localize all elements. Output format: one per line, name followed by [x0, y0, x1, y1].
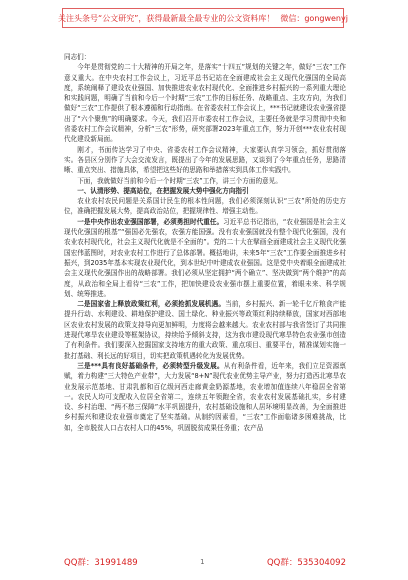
document-body [64, 52, 346, 433]
paragraph [64, 217, 346, 299]
paragraph [64, 176, 346, 186]
paragraph [64, 196, 346, 217]
page-number: 1 [200, 558, 205, 566]
paragraph-text: 下面，我就做好当前和今后一个时期“三农”工作，讲三个方面的意见。 [77, 176, 282, 185]
paragraph-text: 刚才，书面传达学习了中央、省委农村工作会议精神，大家要认真学习领会，抓好贯彻落实。各县区分别作了大会交流发言，既提出了今年的发展思路，又谈到了今年重点任务，思路清晰、重点突出、措施具体，希望把这些好的思路和举措落实到具体工作实践中。 [64, 145, 346, 175]
greeting: 同志们： [64, 53, 91, 61]
paragraph [64, 361, 346, 433]
qq-group-right: QQ群：535304092 [266, 558, 346, 568]
page-footer [64, 555, 346, 569]
paragraph-text: 习近平总书记指出，“农业强国是社会主义现代化强国的根基”“强国必先强农，农强方能国强。没有农业强国就没有整个现代化强国，没有农业农村现代化，社会主义现代化就是不全面的”。党的二十大在擘画全面建成社会主义现代化强国宏伟蓝图时，对农业农村工作进行了总体部署。概括地讲，未来5年“三农”工作要全面推进乡村振兴，到2035年基本实现农业现代化，到本世纪中叶建成农业强国。这是党中央着眼全面建成社会主义现代化强国作出的战略部署。我们必须从坚定拥护“两个确立”、坚决做到“两个维护”的高度，从政治和全局上看待“三农”工作，把加快建设农业强市摆上重要位置，着眼未来、科学规划、统筹推进。 [64, 217, 346, 298]
paragraph-list [64, 62, 346, 433]
paragraph-lead: 一是中央作出农业强国部署，必须勇担时代重任。 [77, 217, 224, 226]
promo-banner-text: 关注头条号“公文研究”，获得最新最全最专业的公文资料库！ [58, 13, 275, 23]
paragraph-text: 当前，乡村振兴、新一轮千亿斤粮食产能提升行动、水利建设、耕地保护建设、国土绿化、种业振兴等政策红利持续释放，国家对西部地区农业农村发展的政策支持导向更加鲜明，力度将会越来越大。农业农村部与我省签订了共同推进现代寒旱农业建设等框架协议，持续给予倾斜支持，这为我市建设现代寒旱特色农业强市创造了有利条件。我们要深入挖掘国家支持地方的重大政策、重点项目、重要平台，精准谋划实施一批打基础、利长远的好项目，切实把政策机遇转化为发展优势。 [64, 300, 347, 360]
paragraph [64, 299, 346, 361]
paragraph-lead: 二是国家省上释放政策红利，必须抢抓发展机遇。 [77, 300, 226, 309]
qq-group-left: QQ群：31991489 [64, 558, 138, 568]
paragraph-text: 今年是贯彻党的二十大精神的开局之年，是落实“十四五”规划的关键之年，做好“三农”工作意义重大。在中央农村工作会议上，习近平总书记站在全面建成社会主义现代化强国的全局高度，系统阐释了建设农业强国、加快推进农业农村现代化、全面推进乡村振兴的一系列重大理论和实践问题，明确了当前和今后一个时期“三农”工作的目标任务、战略重点、主攻方向，为我们做好“三农”工作提供了根本遵循和行动指南。在省委农村工作会议上，***书记就建设农业强省提出了“六个聚焦”的明确要求。今天，我们召开市委农村工作会议，主要任务就是学习贯彻中央和省委农村工作会议精神，分析“三农”形势，研究部署2023年重点工作，努力开创***农业农村现代化建设新局面。 [64, 63, 346, 144]
paragraph [64, 186, 346, 196]
paragraph-lead: 三是***具有良好基础条件，必须转型升级发展。 [77, 361, 224, 370]
paragraph-lead: 一、认清形势、提高站位，在把握发展大势中强化方向指引 [77, 186, 249, 195]
paragraph [64, 62, 346, 144]
paragraph-text: 农业农村农民问题是关系国计民生的根本性问题，我们必须深刻认识“三农”所处的历史方位，准确把握发展大势，提高政治站位，把握规律性、增强主动性。 [64, 197, 346, 216]
paragraph-text: 从有利条件看，近年来，我们立足资源禀赋，着力构建“三大特色产业带”，大力发展“8+N”现代农业优势主导产业，努力打造西北寒旱农业发展示范基地、甘肃乳都和百亿级河西走廊黄金奶源基地，农业增加值连续八年稳居全省第一。农民人均可支配收入位居全省第二，连续五年领跑全省，农业农村发展基础扎实，乡村建设、乡村治理、“两不愁三保障”水平巩固提升，农村基础设施和人居环境明显改善，为全面推进乡村振兴和建设农业强市奠定了坚实基础。从制约因素看，“三农”工作面临诸多困难挑战，比如，全市脱贫人口占农村人口的45%，巩固脱贫成果任务重；农产品 [64, 361, 347, 432]
paragraph [64, 145, 346, 176]
wechat-id: 微信：gongwenyj [280, 13, 348, 23]
promo-banner [58, 8, 348, 28]
